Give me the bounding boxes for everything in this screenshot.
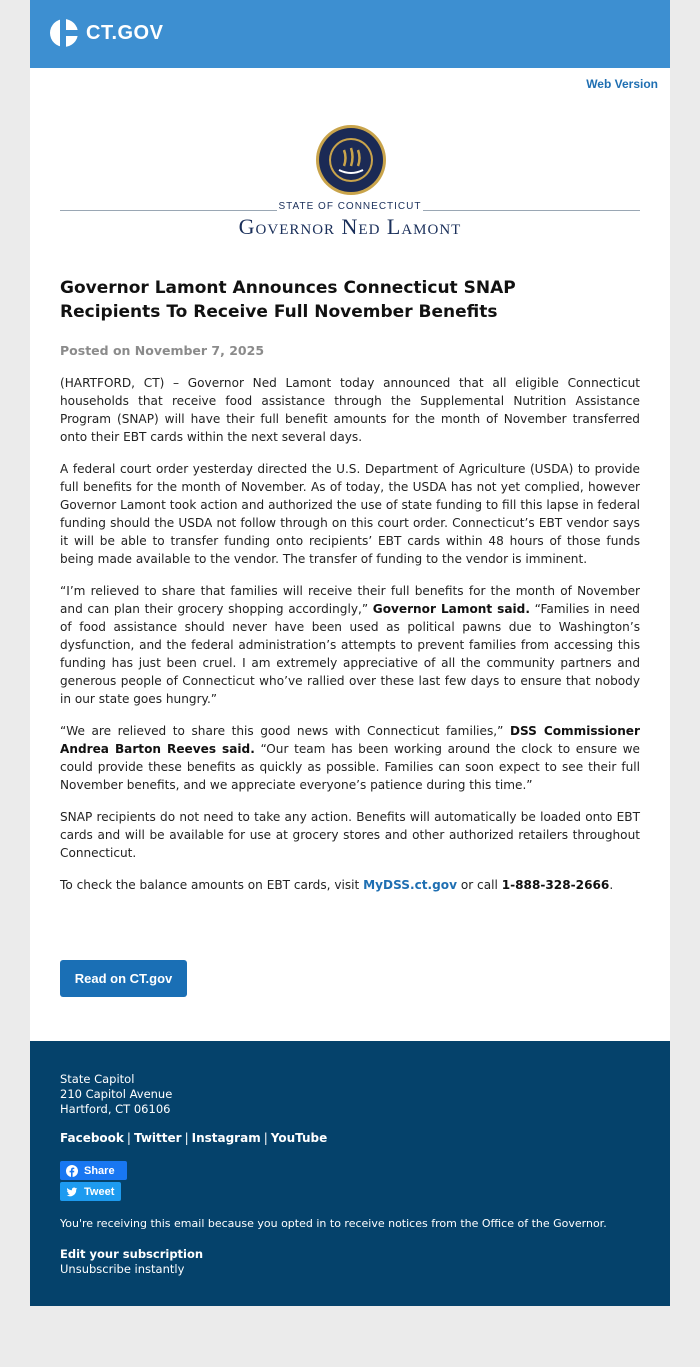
content-card	[30, 68, 670, 1041]
paragraph-3	[60, 582, 640, 708]
phone-number: 1-888-328-2666	[501, 878, 610, 892]
period: .	[609, 878, 614, 892]
read-on-ctgov-button[interactable]: Read on CT.gov	[60, 960, 187, 997]
governor-seal-icon	[315, 124, 387, 196]
footer	[30, 1041, 670, 1306]
quote-dss-2: “Our team has been working around the clock to ensure we could provide these benefits as quickly as possible. Families can soon expect to see their full November benefits, and we appreciate everyone’s patience during this time.”	[60, 742, 640, 792]
twitter-bird-icon	[66, 1186, 78, 1198]
logo-text: CT.GOV	[86, 21, 164, 44]
balance-text: To check the balance amounts on EBT cards, visit	[60, 878, 360, 892]
unsubscribe-link[interactable]: Unsubscribe instantly	[60, 1262, 185, 1276]
posted-date: Posted on November 7, 2025	[60, 343, 265, 358]
facebook-icon	[66, 1165, 78, 1177]
address-line-1: State Capitol	[60, 1072, 135, 1086]
quote-dss-1: “We are relieved to share this good news with Connecticut families,”	[60, 724, 504, 738]
twitter-link[interactable]: Twitter	[133, 1131, 182, 1145]
article-body	[60, 374, 640, 908]
ct-gov-logo[interactable]	[50, 19, 163, 47]
article-headline: Governor Lamont Announces Connecticut SNAP Recipients To Receive Full November Benefits	[60, 278, 516, 322]
paragraph-4	[60, 722, 640, 794]
paragraph-1: (HARTFORD, CT) – Governor Ned Lamont today announced that all eligible Connecticut households that receive food assistance through the Supplemental Nutrition Assistance Program (SNAP) will have their full benefit amounts for the month of November transferred onto their EBT cards within the next several days.	[60, 376, 640, 444]
state-of-label: STATE OF CONNECTICUT	[278, 201, 422, 212]
twitter-tweet-button[interactable]	[60, 1182, 121, 1201]
address-line-2: 210 Capitol Avenue	[60, 1087, 173, 1101]
web-version-link[interactable]: Web Version	[586, 77, 658, 91]
mydss-link[interactable]: MyDSS.ct.gov	[363, 878, 457, 892]
governor-name: Governor Ned Lamont	[238, 214, 462, 239]
speaker-dss: DSS Commissioner Andrea Barton Reeves said.	[60, 724, 640, 756]
paragraph-5: SNAP recipients do not need to take any action. Benefits will automatically be loaded onto EBT cards and will be available for use at grocery stores and other authorized retailers throughout Connecticut.	[60, 810, 640, 860]
header-bar	[30, 0, 670, 68]
email-container	[30, 0, 670, 1306]
speaker-lamont: Governor Lamont said.	[372, 602, 530, 616]
share-label: Share	[84, 1164, 115, 1177]
quote-lamont-2: “Families in need of food assistance should never have been used as political pawns due to Washington’s dysfunction, and the federal administration’s attempts to prevent families from accessing this funding has just been cruel. I am extremely appreciative of all the community partners and generous people of Connecticut who’ve rallied over these last few days to ensure that nobody in our state goes hungry.”	[60, 602, 640, 706]
paragraph-6	[60, 876, 640, 894]
facebook-share-button[interactable]	[60, 1161, 127, 1180]
call-text: or call	[460, 878, 498, 892]
address	[60, 1072, 172, 1117]
tweet-label: Tweet	[84, 1185, 115, 1198]
social-links: Facebook | Twitter | Instagram | YouTube	[60, 1131, 328, 1145]
facebook-link[interactable]: Facebook	[60, 1131, 124, 1145]
paragraph-2: A federal court order yesterday directed the U.S. Department of Agriculture (USDA) to provide full benefits for the month of November. As of today, the USDA has not yet complied, however Governor Lamont took action and authorized the use of state funding to fill this lapse in federal funding should the USDA not follow through on this court order. Connecticut’s EBT vendor says it will be able to transfer funding onto recipients’ EBT cards within 48 hours of those funds being made available to the vendor. The transfer of funding to the vendor is imminent.	[60, 462, 640, 566]
address-line-3: Hartford, CT 06106	[60, 1102, 171, 1116]
quote-lamont-1: “I’m relieved to share that families will receive their full benefits for the month of November and can plan their grocery shopping accordingly,”	[60, 584, 640, 616]
ct-logo-icon	[50, 19, 78, 47]
edit-subscription-link[interactable]: Edit your subscription	[60, 1247, 204, 1261]
instagram-link[interactable]: Instagram	[191, 1131, 261, 1145]
opt-in-notice: You're receiving this email because you opted in to receive notices from the Office of the Governor.	[60, 1217, 607, 1230]
youtube-link[interactable]: YouTube	[270, 1131, 328, 1145]
